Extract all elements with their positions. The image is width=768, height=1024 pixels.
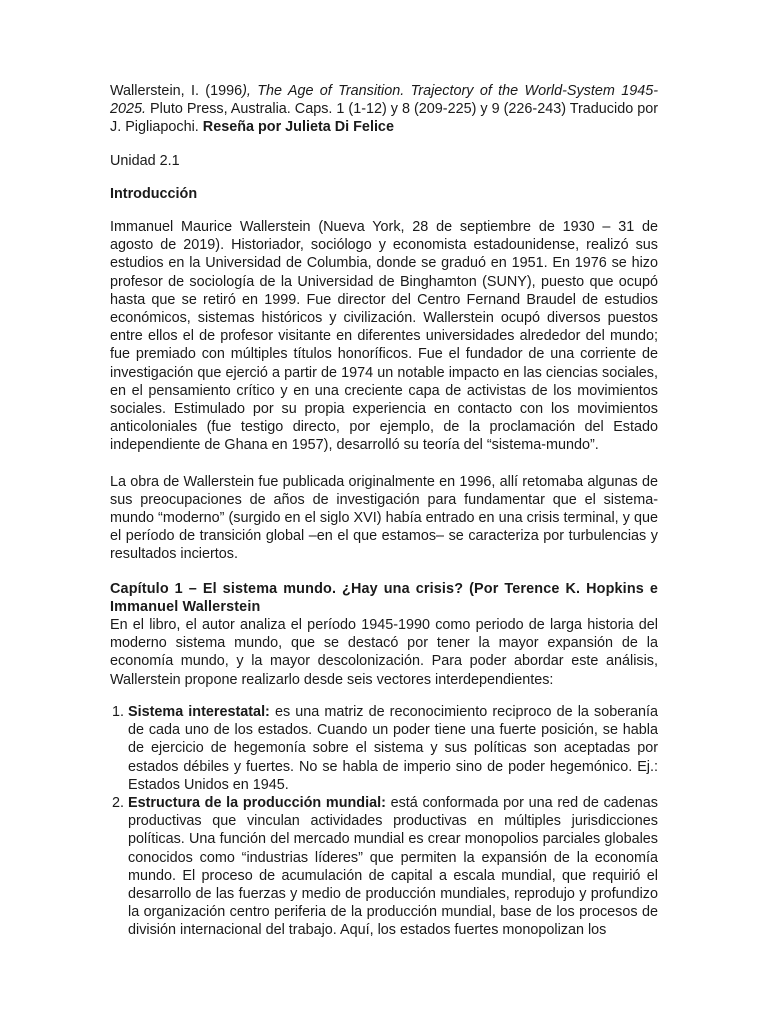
intro-paragraph-2: La obra de Wallerstein fue publicada originalmente en 1996, allí retomaba algunas de sus preocupaciones de años de investigación para fundamentar que el sistema-mundo “moderno” (surgido en el siglo XVI) había entrado en una crisis terminal, y que el período de transición global –en el que estamos– se caracteriza por turbulencias y resultados inciertos. xyxy=(110,473,658,563)
list-item-term: Estructura de la producción mundial: xyxy=(128,794,386,811)
reference-publisher: Pluto Press, Australia. Caps. 1 (1-12) y 8 (209-225) y 9 (226-243) Traducido por J. Pigliapochi. xyxy=(110,101,658,136)
list-item-text: está conformada por una red de cadenas productivas que vinculan actividades productivas en múltiples jurisdicciones políticas. Una función del mercado mundial es crear monopolios parciales globales conocidos como “industrias líderes” que permiten la expansión de la economía mundo. El proceso de acumulación de capital a escala mundial, que requirió el desarrollo de las fuerzas y medio de producción mundiales, reprodujo y profundizo la organización centro periferia de la producción mundial, base de los procesos de división internacional del trabajo. Aquí, los estados fuertes monopolizan los xyxy=(128,794,658,939)
list-item xyxy=(128,794,658,940)
reference-title: ), The Age of Transition. Trajectory of the World-System 1945-2025. xyxy=(110,83,659,118)
chapter-1-intro: En el libro, el autor analiza el período 1945-1990 como periodo de larga historia del moderno sistema mundo, que se destacó por tener la mayor expansión de la economía mundo, y la mayor descolonización. Para poder abordar este análisis, Wallerstein propone realizarlo desde seis vectores interdependientes: xyxy=(110,617,658,688)
list-item-text: es una matriz de reconocimiento reciproco de la soberanía de cada uno de los estados. Cuando un poder tiene una fuerte posición, se habla de ejercicio de hegemonía sobre el sistema y sus políticas son aceptadas por estados débiles y fuertes. No se habla de imperio sino de poder hegemónico. Ej.: Estados Unidos en 1945. xyxy=(128,703,659,793)
unit-label: Unidad 2.1 xyxy=(110,152,180,169)
vectors-list xyxy=(110,703,658,940)
intro-paragraph-1: Immanuel Maurice Wallerstein (Nueva York, 28 de septiembre de 1930 – 31 de agosto de 2019). Historiador, sociólogo y economista estadounidense, realizó sus estudios en la Universidad de Columbia, donde se graduó en 1951. En 1976 se hizo profesor de sociología de la Universidad de Binghamton (SUNY), puesto que ocupó hasta que se retiró en 1999. Fue director del Centro Fernand Braudel de estudios económicos, sistemas históricos y civilización. Wallerstein ocupó diversos puestos entre ellos el de profesor visitante en diferentes universidades alrededor del mundo; fue premiado con múltiples títulos honoríficos. Fue el fundador de una corriente de investigación que ejerció a partir de 1974 un notable impacto en las ciencias sociales, en el pensamiento crítico y en una creciente capa de activistas de los movimientos sociales. Estimulado por su propia experiencia en contacto con los movimientos anticoloniales (fue testigo directo, por ejemplo, de la proclamación del Estado independiente de Ghana en 1957), desarrolló su teoría del “sistema-mundo”. xyxy=(110,219,658,454)
reference-review-by: Reseña por Julieta Di Felice xyxy=(202,119,394,136)
document-page xyxy=(110,82,658,940)
chapter-1-heading: Capítulo 1 – El sistema mundo. ¿Hay una crisis? (Por Terence K. Hopkins e Immanuel Wallerstein xyxy=(110,580,658,615)
bibliographic-reference xyxy=(110,82,658,137)
list-item xyxy=(128,703,658,794)
reference-author-year: Wallerstein, I. (1996 xyxy=(110,83,243,99)
intro-heading: Introducción xyxy=(110,185,198,202)
list-item-term: Sistema interestatal: xyxy=(128,703,270,720)
